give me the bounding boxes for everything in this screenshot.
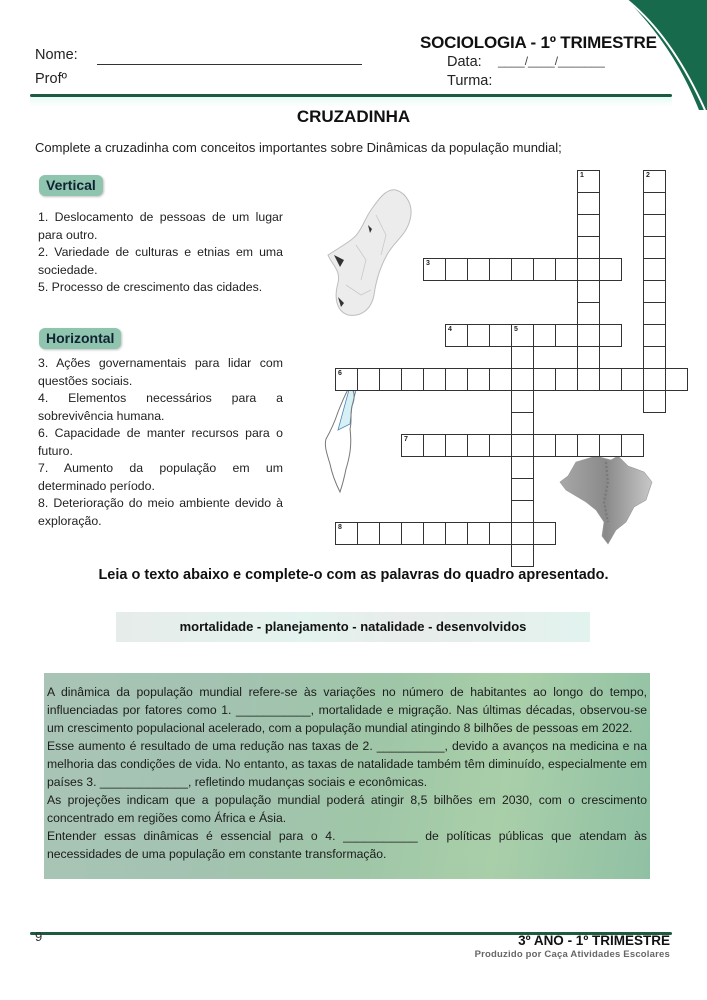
crossword-cell[interactable] xyxy=(445,258,468,281)
crossword-cell[interactable] xyxy=(357,522,380,545)
crossword-cell[interactable] xyxy=(555,434,578,457)
crossword-cell[interactable] xyxy=(577,280,600,303)
header-divider-shadow xyxy=(30,97,672,107)
horizontal-clues xyxy=(38,355,283,530)
crossword-cell[interactable] xyxy=(423,434,446,457)
crossword-clue-number: 8 xyxy=(338,524,342,531)
crossword-cell[interactable] xyxy=(643,214,666,237)
crossword-cell[interactable] xyxy=(599,324,622,347)
crossword-clue-number: 2 xyxy=(646,172,650,179)
crossword-cell[interactable] xyxy=(511,544,534,567)
crossword-cell[interactable] xyxy=(489,434,512,457)
crossword-cell[interactable] xyxy=(643,258,666,281)
name-field[interactable] xyxy=(97,64,362,65)
teacher-label: Profº xyxy=(35,71,67,87)
crossword-cell[interactable] xyxy=(577,258,600,281)
crossword-cell[interactable] xyxy=(511,412,534,435)
clue-horizontal-4: 4. Elementos necessários para a sobrevivência humana. xyxy=(38,391,283,423)
crossword-cell[interactable] xyxy=(643,346,666,369)
crossword-cell[interactable] xyxy=(643,390,666,413)
clue-vertical-1: 1. Deslocamento de pessoas de um lugar para outro. xyxy=(38,210,283,242)
crossword-cell[interactable] xyxy=(401,434,424,457)
crossword-cell[interactable] xyxy=(445,324,468,347)
crossword-cell[interactable] xyxy=(511,346,534,369)
crossword-cell[interactable] xyxy=(643,280,666,303)
crossword-clue-number: 7 xyxy=(404,436,408,443)
word-bank: mortalidade - planejamento - natalidade - desenvolvidos xyxy=(116,612,590,642)
horizontal-tag: Horizontal xyxy=(39,328,121,349)
crossword-cell[interactable] xyxy=(621,434,644,457)
crossword-cell[interactable] xyxy=(489,368,512,391)
crossword-cell[interactable] xyxy=(445,522,468,545)
crossword-cell[interactable] xyxy=(577,368,600,391)
crossword-cell[interactable] xyxy=(621,368,644,391)
map-of-israel-icon xyxy=(322,384,370,496)
crossword-cell[interactable] xyxy=(555,258,578,281)
clue-horizontal-8: 8. Deterioração do meio ambiente devido à exploração. xyxy=(38,496,283,528)
crossword-cell[interactable] xyxy=(489,522,512,545)
crossword-cell[interactable] xyxy=(445,434,468,457)
exercise-instruction: Leia o texto abaixo e complete-o com as palavras do quadro apresentado. xyxy=(98,567,609,583)
crossword-clue-number: 6 xyxy=(338,370,342,377)
crossword-cell[interactable] xyxy=(533,368,556,391)
crossword-cell[interactable] xyxy=(423,522,446,545)
date-label: Data: xyxy=(447,54,482,70)
subject-title: SOCIOLOGIA - 1º TRIMESTRE xyxy=(420,33,657,52)
crossword-cell[interactable] xyxy=(467,522,490,545)
crossword-cell[interactable] xyxy=(665,368,688,391)
crossword-cell[interactable] xyxy=(357,368,380,391)
crossword-cell[interactable] xyxy=(511,390,534,413)
crossword-cell[interactable] xyxy=(533,434,556,457)
map-of-brazil-icon xyxy=(556,452,656,547)
crossword-cell[interactable] xyxy=(577,214,600,237)
crossword-cell[interactable] xyxy=(643,302,666,325)
crossword-cell[interactable] xyxy=(577,346,600,369)
crossword-cell[interactable] xyxy=(445,368,468,391)
page-title: CRUZADINHA xyxy=(296,107,411,126)
crossword-cell[interactable] xyxy=(401,522,424,545)
crossword-clue-number: 1 xyxy=(580,172,584,179)
crossword-cell[interactable] xyxy=(401,368,424,391)
crossword-cell[interactable] xyxy=(577,170,600,193)
crossword-cell[interactable] xyxy=(555,324,578,347)
footer-credit: Produzido por Caça Atividades Escolares xyxy=(474,949,670,960)
crossword-cell[interactable] xyxy=(533,324,556,347)
crossword-cell[interactable] xyxy=(379,368,402,391)
crossword-cell[interactable] xyxy=(489,258,512,281)
clue-horizontal-3: 3. Ações governamentais para lidar com questões sociais. xyxy=(38,356,283,388)
crossword-cell[interactable] xyxy=(335,522,358,545)
passage-paragraph: As projeções indicam que a população mundial poderá atingir 8,5 bilhões em 2030, com o crescimento concentrado em regiões como África e Ásia. xyxy=(47,793,647,825)
intro-text: Complete a cruzadinha com conceitos importantes sobre Dinâmicas da população mundial; xyxy=(35,140,562,155)
clue-vertical-5: 5. Processo de crescimento das cidades. xyxy=(38,280,263,294)
crossword-cell[interactable] xyxy=(489,324,512,347)
crossword-cell[interactable] xyxy=(511,500,534,523)
crossword-clue-number: 3 xyxy=(426,260,430,267)
crossword-cell[interactable] xyxy=(511,368,534,391)
clue-horizontal-6: 6. Capacidade de manter recursos para o futuro. xyxy=(38,426,283,458)
crossword-cell[interactable] xyxy=(467,434,490,457)
crossword-clue-number: 4 xyxy=(448,326,452,333)
crossword-cell[interactable] xyxy=(643,368,666,391)
date-field[interactable]: ____/____/_______ xyxy=(498,54,605,68)
crossword-cell[interactable] xyxy=(467,258,490,281)
crossword-cell[interactable] xyxy=(577,236,600,259)
crossword-cell[interactable] xyxy=(511,478,534,501)
crossword-cell[interactable] xyxy=(599,258,622,281)
crossword-cell[interactable] xyxy=(511,324,534,347)
crossword-cell[interactable] xyxy=(511,434,534,457)
crossword-cell[interactable] xyxy=(467,324,490,347)
crossword-cell[interactable] xyxy=(423,258,446,281)
crossword-cell[interactable] xyxy=(643,236,666,259)
crossword-cell[interactable] xyxy=(511,456,534,479)
name-label: Nome: xyxy=(35,47,78,63)
passage-paragraph: Entender essas dinâmicas é essencial para o 4. ___________ de políticas públicas que atendam às necessidades de uma população em constante transformação. xyxy=(47,829,647,861)
clue-horizontal-7: 7. Aumento da população em um determinado período. xyxy=(38,461,283,493)
crossword-cell[interactable] xyxy=(467,368,490,391)
crossword-cell[interactable] xyxy=(533,258,556,281)
vertical-tag: Vertical xyxy=(39,175,103,196)
crossword-cell[interactable] xyxy=(599,368,622,391)
map-of-region-icon xyxy=(326,185,421,320)
crossword-cell[interactable] xyxy=(643,170,666,193)
crossword-cell[interactable] xyxy=(643,324,666,347)
fill-in-passage xyxy=(44,673,650,879)
vertical-clues xyxy=(38,209,283,297)
clue-vertical-2: 2. Variedade de culturas e etnias em uma sociedade. xyxy=(38,245,283,277)
crossword-cell[interactable] xyxy=(577,324,600,347)
crossword-cell[interactable] xyxy=(577,192,600,215)
passage-paragraph: A dinâmica da população mundial refere-se às variações no número de habitantes ao longo do tempo, influenciadas por fatores como 1. ___________, mortalidade e migração. Nas últimas décadas, observou-se um crescimento populacional acelerado, com a população mundial atingindo 8 bilhões de pessoas em 2022. xyxy=(47,685,647,735)
page-number: 9 xyxy=(35,929,43,944)
crossword-cell[interactable] xyxy=(599,434,622,457)
crossword-cell[interactable] xyxy=(533,522,556,545)
crossword-cell[interactable] xyxy=(335,368,358,391)
crossword-cell[interactable] xyxy=(577,302,600,325)
passage-paragraph: Esse aumento é resultado de uma redução nas taxas de 2. __________, devido a avanços na medicina e na melhoria das condições de vida. No entanto, as taxas de natalidade também têm diminuído, especialmente em países 3. _____________, refletindo mudanças sociais e econômicas. xyxy=(47,739,647,789)
crossword-cell[interactable] xyxy=(555,368,578,391)
crossword-cell[interactable] xyxy=(577,434,600,457)
crossword-clue-number: 5 xyxy=(514,326,518,333)
crossword-cell[interactable] xyxy=(379,522,402,545)
crossword-cell[interactable] xyxy=(511,258,534,281)
crossword-cell[interactable] xyxy=(643,192,666,215)
footer-title: 3º ANO - 1º TRIMESTRE xyxy=(518,933,670,948)
crossword-cell[interactable] xyxy=(511,522,534,545)
class-label: Turma: xyxy=(447,73,493,89)
crossword-cell[interactable] xyxy=(423,368,446,391)
